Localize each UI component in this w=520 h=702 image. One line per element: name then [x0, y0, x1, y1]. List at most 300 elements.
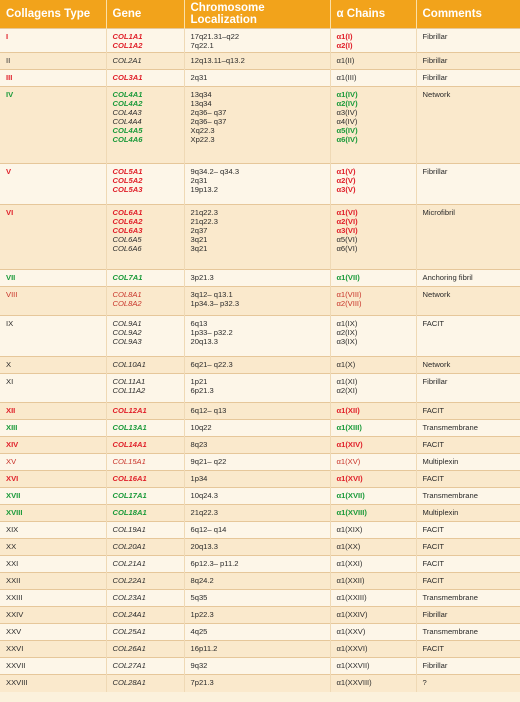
chromosome-location: 2q36– q37 — [190, 117, 227, 126]
collagen-type: XX — [6, 542, 17, 551]
collagen-type-cell — [0, 53, 106, 70]
chromosome-localization-cell — [184, 641, 330, 658]
chromosome-location: 3q21 — [190, 235, 208, 244]
gene-cell — [106, 658, 184, 675]
chromosome-localization-cell — [184, 675, 330, 692]
gene-cell — [106, 539, 184, 556]
alpha-chain: α2(VIII) — [336, 299, 362, 308]
table-row — [0, 53, 520, 70]
gene-name: COL4A3 — [112, 108, 142, 117]
collagen-type-cell — [0, 316, 106, 357]
comment: FACIT — [422, 542, 445, 551]
alpha-chains-cell — [330, 164, 416, 205]
gene-cell — [106, 454, 184, 471]
gene-name: COL23A1 — [112, 593, 146, 602]
chromosome-location: 8q24.2 — [190, 576, 214, 585]
alpha-chain: α1(III) — [336, 73, 357, 82]
comment-cell — [416, 287, 520, 316]
gene-cell — [106, 270, 184, 287]
chromosome-location: 6q12– q13 — [190, 406, 227, 415]
table-row — [0, 641, 520, 658]
chromosome-location: 3p21.3 — [190, 273, 214, 282]
alpha-chain: α1(XXVIII) — [336, 678, 372, 687]
gene-cell — [106, 420, 184, 437]
alpha-chain: α1(II) — [336, 56, 355, 65]
alpha-chain: α1(XXII) — [336, 576, 365, 585]
gene-name: COL21A1 — [112, 559, 146, 568]
alpha-chains-cell — [330, 53, 416, 70]
alpha-chains-cell — [330, 357, 416, 374]
chromosome-location: 21q22.3 — [190, 508, 218, 517]
comment-cell — [416, 420, 520, 437]
chromosome-location: 4q25 — [190, 627, 208, 636]
gene-name: COL2A1 — [112, 56, 142, 65]
table-row — [0, 488, 520, 505]
alpha-chains-cell — [330, 641, 416, 658]
table-row — [0, 270, 520, 287]
comment: Fibrillar — [422, 167, 448, 176]
collagen-type: XVIII — [6, 508, 23, 517]
table-body — [0, 29, 520, 692]
alpha-chain: α1(I) — [336, 32, 353, 41]
alpha-chains-cell — [330, 87, 416, 164]
chromosome-location: 3q12– q13.1 — [190, 290, 233, 299]
chromosome-location: 1p34.3– p32.3 — [190, 299, 240, 308]
gene-cell — [106, 29, 184, 53]
gene-cell — [106, 624, 184, 641]
comment-cell — [416, 205, 520, 270]
collagen-type: VI — [6, 208, 14, 217]
gene-name: COL10A1 — [112, 360, 146, 369]
collagen-type-cell — [0, 556, 106, 573]
gene-name: COL8A1 — [112, 290, 142, 299]
alpha-chain: α1(VIII) — [336, 290, 362, 299]
comment: Fibrillar — [422, 73, 448, 82]
comment: Fibrillar — [422, 610, 448, 619]
comment: Fibrillar — [422, 56, 448, 65]
gene-cell — [106, 164, 184, 205]
chromosome-localization-cell — [184, 374, 330, 403]
collagen-type-cell — [0, 641, 106, 658]
table-row — [0, 624, 520, 641]
table-row — [0, 164, 520, 205]
collagen-type: XIV — [6, 440, 19, 449]
gene-name: COL22A1 — [112, 576, 146, 585]
collagen-type: XIII — [6, 423, 18, 432]
collagen-type: XI — [6, 377, 14, 386]
collagen-type: XVII — [6, 491, 21, 500]
comment: FACIT — [422, 559, 445, 568]
comment: Network — [422, 90, 451, 99]
chromosome-location: 3q21 — [190, 244, 208, 253]
gene-name: COL3A1 — [112, 73, 143, 82]
comment: FACIT — [422, 319, 445, 328]
collagen-type-cell — [0, 675, 106, 692]
comment-cell — [416, 374, 520, 403]
gene-name: COL9A3 — [112, 337, 142, 346]
gene-name: COL14A1 — [112, 440, 147, 449]
collagen-type-cell — [0, 539, 106, 556]
alpha-chain: α1(IX) — [336, 319, 358, 328]
gene-name: COL6A1 — [112, 208, 143, 217]
gene-cell — [106, 53, 184, 70]
gene-name: COL7A1 — [112, 273, 143, 282]
chromosome-localization-cell — [184, 454, 330, 471]
collagen-type-cell — [0, 87, 106, 164]
gene-cell — [106, 573, 184, 590]
gene-cell — [106, 675, 184, 692]
header-gene: Gene — [106, 0, 184, 29]
alpha-chain: α1(XX) — [336, 542, 361, 551]
table-row — [0, 607, 520, 624]
comment-cell — [416, 454, 520, 471]
collagen-type-cell — [0, 454, 106, 471]
gene-name: COL9A2 — [112, 328, 142, 337]
comment: FACIT — [422, 576, 445, 585]
chromosome-localization-cell — [184, 87, 330, 164]
chromosome-location: 1p22.3 — [190, 610, 214, 619]
gene-cell — [106, 556, 184, 573]
comment: FACIT — [422, 406, 445, 415]
table-row — [0, 420, 520, 437]
gene-name: COL17A1 — [112, 491, 147, 500]
chromosome-localization-cell — [184, 658, 330, 675]
collagen-type: XII — [6, 406, 16, 415]
collagen-type: II — [6, 56, 11, 65]
gene-name: COL1A2 — [112, 41, 143, 50]
chromosome-location: 12q13.11–q13.2 — [190, 56, 245, 65]
comment: Anchoring fibril — [422, 273, 473, 282]
alpha-chain: α1(IV) — [336, 90, 358, 99]
comment: Transmembrane — [422, 593, 478, 602]
collagen-type: XIX — [6, 525, 19, 534]
table-row — [0, 454, 520, 471]
comment-cell — [416, 624, 520, 641]
alpha-chains-cell — [330, 70, 416, 87]
alpha-chains-cell — [330, 205, 416, 270]
comment: Transmembrane — [422, 423, 478, 432]
chromosome-location: 6q21– q22.3 — [190, 360, 233, 369]
gene-name: COL6A3 — [112, 226, 143, 235]
table-row — [0, 556, 520, 573]
collagen-type: XXVIII — [6, 678, 28, 687]
gene-cell — [106, 437, 184, 454]
table-row — [0, 539, 520, 556]
gene-name: COL13A1 — [112, 423, 147, 432]
gene-name: COL18A1 — [112, 508, 147, 517]
gene-name: COL1A1 — [112, 32, 143, 41]
gene-name: COL4A1 — [112, 90, 143, 99]
chromosome-location: 10q24.3 — [190, 491, 218, 500]
alpha-chains-cell — [330, 522, 416, 539]
gene-cell — [106, 403, 184, 420]
alpha-chain: α1(XXV) — [336, 627, 366, 636]
chromosome-localization-cell — [184, 539, 330, 556]
gene-cell — [106, 590, 184, 607]
gene-cell — [106, 505, 184, 522]
collagen-type: XXV — [6, 627, 22, 636]
alpha-chain: α1(XXI) — [336, 559, 363, 568]
gene-cell — [106, 488, 184, 505]
chromosome-location: 7p21.3 — [190, 678, 214, 687]
chromosome-location: 1p34 — [190, 474, 208, 483]
header-collagens-type: Collagens Type — [0, 0, 106, 29]
table-row — [0, 374, 520, 403]
alpha-chain: α2(I) — [336, 41, 353, 50]
gene-cell — [106, 607, 184, 624]
alpha-chain: α1(XXIII) — [336, 593, 367, 602]
collagen-type: VII — [6, 273, 16, 282]
comment: Multiplexin — [422, 457, 459, 466]
collagen-type: I — [6, 32, 9, 41]
comment: FACIT — [422, 525, 445, 534]
alpha-chain: α5(VI) — [336, 235, 358, 244]
collagen-type: IX — [6, 319, 14, 328]
table-row — [0, 675, 520, 692]
chromosome-localization-cell — [184, 488, 330, 505]
collagen-type-cell — [0, 437, 106, 454]
collagen-type-cell — [0, 270, 106, 287]
chromosome-localization-cell — [184, 607, 330, 624]
comment-cell — [416, 658, 520, 675]
chromosome-location: 9q34.2– q34.3 — [190, 167, 240, 176]
alpha-chains-cell — [330, 29, 416, 53]
collagen-type: XXII — [6, 576, 21, 585]
alpha-chain: α1(XXVI) — [336, 644, 368, 653]
comment-cell — [416, 70, 520, 87]
chromosome-localization-cell — [184, 624, 330, 641]
collagen-type: V — [6, 167, 12, 176]
alpha-chains-cell — [330, 287, 416, 316]
gene-name: COL4A4 — [112, 117, 142, 126]
chromosome-localization-cell — [184, 573, 330, 590]
collagen-type: XVI — [6, 474, 19, 483]
comment-cell — [416, 471, 520, 488]
gene-cell — [106, 357, 184, 374]
comment-cell — [416, 505, 520, 522]
gene-name: COL15A1 — [112, 457, 146, 466]
gene-name: COL28A1 — [112, 678, 146, 687]
alpha-chains-cell — [330, 374, 416, 403]
table-row — [0, 590, 520, 607]
table-row — [0, 573, 520, 590]
gene-cell — [106, 70, 184, 87]
chromosome-location: 10q22 — [190, 423, 212, 432]
chromosome-localization-cell — [184, 205, 330, 270]
comment-cell — [416, 607, 520, 624]
table-row — [0, 287, 520, 316]
comment-cell — [416, 590, 520, 607]
comment: FACIT — [422, 440, 445, 449]
comment-cell — [416, 29, 520, 53]
collagen-type-cell — [0, 420, 106, 437]
table-row — [0, 522, 520, 539]
alpha-chains-cell — [330, 437, 416, 454]
chromosome-location: 16p11.2 — [190, 644, 218, 653]
alpha-chain: α1(X) — [336, 360, 356, 369]
alpha-chain: α1(XVI) — [336, 474, 363, 483]
alpha-chain: α2(IX) — [336, 328, 358, 337]
gene-name: COL6A2 — [112, 217, 143, 226]
chromosome-localization-cell — [184, 522, 330, 539]
alpha-chain: α5(IV) — [336, 126, 358, 135]
gene-cell — [106, 205, 184, 270]
comment: Fibrillar — [422, 32, 448, 41]
alpha-chain: α1(VI) — [336, 208, 358, 217]
table-row — [0, 316, 520, 357]
chromosome-location: 2q31 — [190, 73, 208, 82]
alpha-chain: α2(VI) — [336, 217, 358, 226]
comment: ? — [422, 678, 427, 687]
chromosome-localization-cell — [184, 53, 330, 70]
collagen-type: IV — [6, 90, 14, 99]
alpha-chains-cell — [330, 270, 416, 287]
gene-name: COL11A2 — [112, 386, 146, 395]
comment: FACIT — [422, 474, 445, 483]
collagen-type-cell — [0, 573, 106, 590]
chromosome-location: 21q22.3 — [190, 208, 218, 217]
collagen-type: XXVII — [6, 661, 26, 670]
chromosome-location: 21q22.3 — [190, 217, 218, 226]
gene-name: COL4A5 — [112, 126, 143, 135]
comment: Network — [422, 290, 451, 299]
gene-name: COL9A1 — [112, 319, 142, 328]
collagen-type-cell — [0, 70, 106, 87]
alpha-chain: α1(XV) — [336, 457, 361, 466]
collagen-type-cell — [0, 471, 106, 488]
gene-name: COL19A1 — [112, 525, 146, 534]
collagen-type-cell — [0, 357, 106, 374]
chromosome-localization-cell — [184, 70, 330, 87]
alpha-chain: α1(XI) — [336, 377, 358, 386]
gene-cell — [106, 87, 184, 164]
comment-cell — [416, 539, 520, 556]
alpha-chain: α2(IV) — [336, 99, 358, 108]
collagen-type-cell — [0, 658, 106, 675]
alpha-chain: α1(XXVII) — [336, 661, 370, 670]
collagen-type-cell — [0, 29, 106, 53]
chromosome-localization-cell — [184, 505, 330, 522]
alpha-chain: α3(V) — [336, 185, 356, 194]
table-row — [0, 205, 520, 270]
comment: Fibrillar — [422, 661, 448, 670]
alpha-chains-cell — [330, 573, 416, 590]
alpha-chain: α1(VII) — [336, 273, 360, 282]
alpha-chain: α1(XIII) — [336, 423, 362, 432]
collagen-type-cell — [0, 590, 106, 607]
chromosome-location: 20q13.3 — [190, 542, 218, 551]
table-header — [0, 0, 520, 29]
chromosome-localization-cell — [184, 590, 330, 607]
gene-name: COL5A1 — [112, 167, 143, 176]
alpha-chains-cell — [330, 403, 416, 420]
alpha-chains-cell — [330, 607, 416, 624]
alpha-chain: α2(V) — [336, 176, 356, 185]
collagen-type-cell — [0, 287, 106, 316]
collagen-type-cell — [0, 164, 106, 205]
alpha-chains-cell — [330, 316, 416, 357]
gene-name: COL4A2 — [112, 99, 143, 108]
comment: FACIT — [422, 644, 445, 653]
chromosome-localization-cell — [184, 270, 330, 287]
comment-cell — [416, 437, 520, 454]
chromosome-location: 1p33– p32.2 — [190, 328, 233, 337]
chromosome-localization-cell — [184, 403, 330, 420]
alpha-chains-cell — [330, 488, 416, 505]
chromosome-location: 7q22.1 — [190, 41, 214, 50]
chromosome-location: Xp22.3 — [190, 135, 215, 144]
alpha-chain: α1(V) — [336, 167, 356, 176]
alpha-chain: α1(XIX) — [336, 525, 363, 534]
chromosome-location: 13q34 — [190, 99, 212, 108]
chromosome-localization-cell — [184, 437, 330, 454]
collagen-type: XXVI — [6, 644, 24, 653]
table-row — [0, 505, 520, 522]
gene-cell — [106, 374, 184, 403]
chromosome-localization-cell — [184, 316, 330, 357]
comment-cell — [416, 573, 520, 590]
comment-cell — [416, 316, 520, 357]
gene-name: COL26A1 — [112, 644, 146, 653]
chromosome-localization-cell — [184, 164, 330, 205]
gene-name: COL11A1 — [112, 377, 146, 386]
comment-cell — [416, 675, 520, 692]
gene-name: COL5A2 — [112, 176, 143, 185]
chromosome-localization-cell — [184, 420, 330, 437]
gene-cell — [106, 471, 184, 488]
alpha-chain: α2(XI) — [336, 386, 358, 395]
collagen-type-cell — [0, 205, 106, 270]
table-row — [0, 70, 520, 87]
collagen-type: XXIII — [6, 593, 23, 602]
collagen-type: XXIV — [6, 610, 24, 619]
chromosome-localization-cell — [184, 287, 330, 316]
alpha-chain: α1(XVII) — [336, 491, 365, 500]
alpha-chains-cell — [330, 556, 416, 573]
comment-cell — [416, 53, 520, 70]
collagen-type-cell — [0, 607, 106, 624]
alpha-chains-cell — [330, 539, 416, 556]
gene-name: COL5A3 — [112, 185, 143, 194]
comment: Network — [422, 360, 451, 369]
collagen-type: VIII — [6, 290, 18, 299]
chromosome-location: 6q13 — [190, 319, 208, 328]
collagen-type: III — [6, 73, 13, 82]
alpha-chains-cell — [330, 590, 416, 607]
alpha-chain: α3(IV) — [336, 108, 358, 117]
collagen-type-cell — [0, 488, 106, 505]
header-comments: Comments — [416, 0, 520, 29]
alpha-chains-cell — [330, 454, 416, 471]
chromosome-location: 17q21.31–q22 — [190, 32, 240, 41]
alpha-chains-cell — [330, 505, 416, 522]
chromosome-localization-cell — [184, 471, 330, 488]
gene-name: COL27A1 — [112, 661, 146, 670]
collagen-type: X — [6, 360, 12, 369]
collagen-type-cell — [0, 374, 106, 403]
comment: Transmembrane — [422, 627, 478, 636]
chromosome-location: 9q21– q22 — [190, 457, 227, 466]
gene-name: COL16A1 — [112, 474, 147, 483]
gene-name: COL6A5 — [112, 235, 142, 244]
gene-name: COL24A1 — [112, 610, 146, 619]
comment-cell — [416, 357, 520, 374]
alpha-chain: α3(VI) — [336, 226, 358, 235]
collagen-type-cell — [0, 624, 106, 641]
chromosome-localization-cell — [184, 556, 330, 573]
comment-cell — [416, 403, 520, 420]
collagen-type-cell — [0, 522, 106, 539]
